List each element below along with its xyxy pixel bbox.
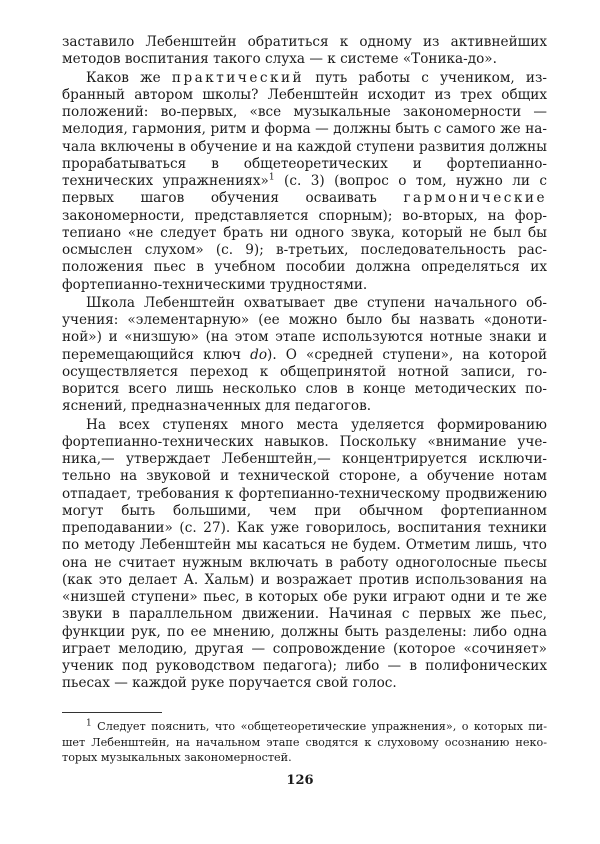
- footnote-marker: 1: [268, 172, 275, 183]
- spaced-emphasis: практический: [171, 69, 305, 86]
- paragraph-1: заставило Лебенштейн обратиться к одному из активнейших методов воспитания такого слуха — к системе «Тоника-до».: [62, 34, 547, 68]
- footnote-divider: [62, 712, 162, 713]
- paragraph-2: Каков же практический путь работы с учеником, избранный автором школы? Лебенштейн исходит из трех общих положений: во-первых, «все музыкальные закономерности — мелодия, гармония, ритм и форма — должны быть с самого же начала включены в обучение и на каждой ступени развития должны прорабатываться в общетеоретических и фортепианно-технических упражнениях»$^1$ (с. 3) (вопрос о том, нужно ли с первых шагов обучения осваивать гармонические закономерности, представляется спорным); во-вторых, на фортепиано «не следует брать ни одного звука, который не был бы осмыслен слухом» (с. 9); в-третьих, последовательность расположения пьес в учебном пособии должна определяться их фортепианно-техническими трудностями.: [62, 69, 548, 293]
- paragraph-4: На всех ступенях много места уделяется формированию фортепианно-технических навыков. Поскольку «внимание ученика,— утверждает Лебенштейн,— концентрируется исключительно на звуковой и технической стороне, а обучение нотам отпадает, требования к фортепианно-техническому продвижению могут быть большими, чем при обычном фортепианном преподавании» (с. 27). Как уже говорилось, воспитания техники по методу Лебенштейн мы касаться не будем. Отметим лишь, что она не считает нужным включать в работу одноголосные пьесы (как это делает А. Хальм) и возражает против использования на «низшей ступени» пьес, в которых обе руки играют одни и те же звуки в параллельном движении. Начиная с первых же пьес, функции рук, по ее мнению, должны быть разделены: либо одна играет мелодию, другая — сопровождение (которое «сочиняет» ученик под руководством педагога); либо — в полифонических пьесах — каждой руке поручается свой голос.: [62, 416, 547, 692]
- footnote: $^1$ Следует пояснить, что «общетеоретические упражнения», о которых пишет Лебенштейн, на начальном этапе сводятся к слуховому осознанию некоторых музыкальных закономерностей.: [62, 718, 547, 764]
- page-number: 126: [286, 773, 314, 788]
- paragraph-3: Школа Лебенштейн охватывает две ступени начального обучения: «элементарную» (ее можно было бы назвать «донотиной») и «низшую» (на этом этапе используются нотные знаки и перемещающийся ключ do). О «средней ступени», на которой осуществляется переход к общепринятой нотной записи, говорится всего лишь несколько слов в конце методических пояснений, предназначенных для педагогов.: [62, 294, 548, 415]
- main-text: [62, 34, 547, 693]
- italic-term: do: [250, 346, 268, 363]
- spaced-emphasis: гармонические: [403, 190, 547, 207]
- footnote-number: 1: [86, 718, 92, 729]
